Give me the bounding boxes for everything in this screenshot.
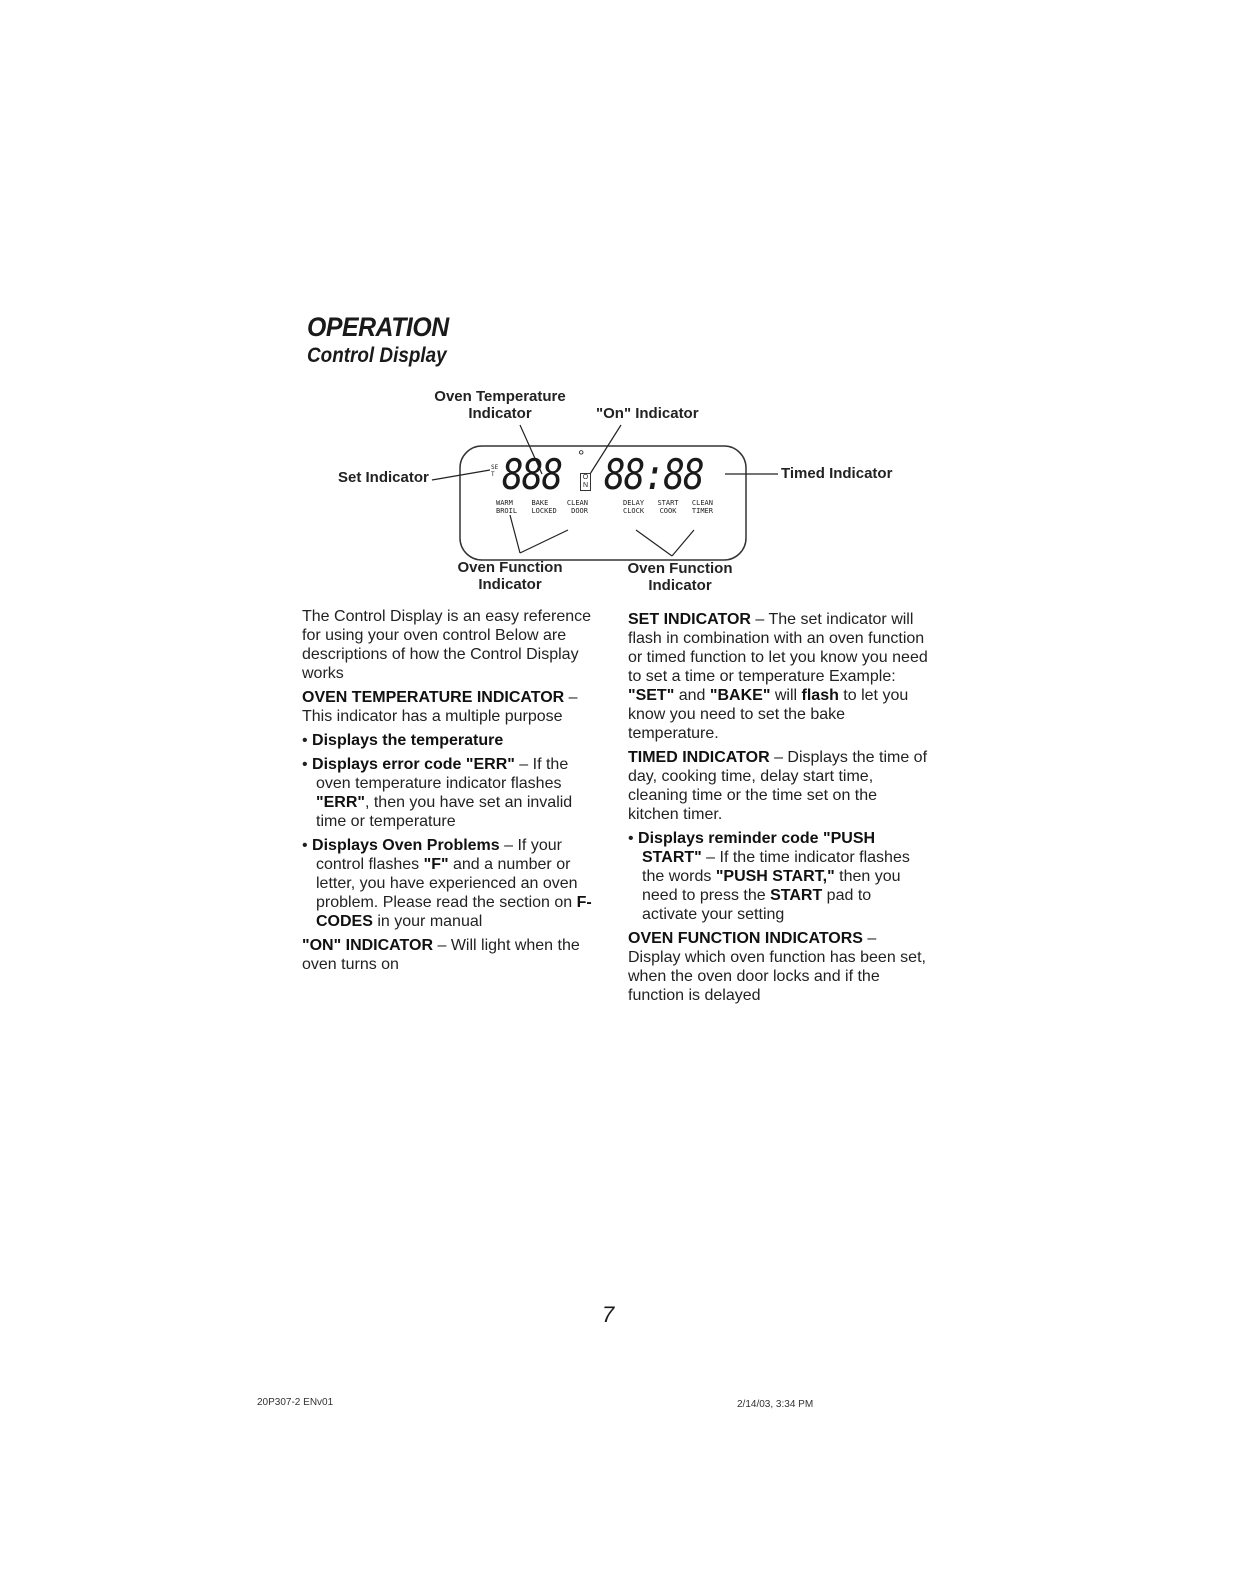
timed-indicator-paragraph: TIMED INDICATOR – Displays the time of day, cooking time, delay start time, cleaning time or the time set on the kitchen timer. [628,749,928,823]
document-code: 20P307-2 ENv01 [257,1397,334,1408]
degree-symbol: ° [578,448,585,465]
left-column [302,607,602,979]
page-number: 7 [602,1302,615,1327]
set-indicator-label: Set Indicator [338,469,429,486]
on-indicator-label: "On" Indicator [596,405,699,422]
label-delay: DELAY [623,499,645,507]
label-clock: CLOCK [623,507,645,515]
bullet-temperature: • Displays the temperature [302,732,504,749]
function-labels-left [496,499,588,515]
on-indicator-paragraph: "ON" INDICATOR – Will light when the oven turns on [302,937,580,973]
leader-func-left-b [520,530,568,553]
set-indicator-segment: SET [491,464,499,478]
label-clean: CLEAN [566,499,588,507]
set-indicator-paragraph: SET INDICATOR – The set indicator will flash in combination with an oven function or timed function to let you know you need to set a time or temperature Example: "SET" and "BAKE" will flash to let you know you need to set the bake temperature. [628,611,928,742]
leader-func-left-a [510,515,520,553]
timed-indicator-label: Timed Indicator [781,465,893,482]
oven-temp-heading: OVEN TEMPERATURE INDICATOR [302,689,565,706]
function-labels-right [623,499,713,515]
label-bake: BAKE [531,499,549,507]
section-title: OPERATION [307,312,449,342]
on-indicator-segment: ON [580,473,591,491]
bullet-push-start: • Displays reminder code "PUSH START" – If the time indicator flashes the words "PUSH START," then you need to press the START pad to activate your setting [628,830,910,923]
label-broil: BROIL [496,507,518,515]
oven-function-paragraph: OVEN FUNCTION INDICATORS – Display which oven function has been set, when the oven door locks and if the function is delayed [628,930,926,1004]
label-cook: COOK [659,507,677,515]
bullet-error-code: • Displays error code "ERR" – If the oven temperature indicator flashes "ERR", then you have set an invalid time or temperature [302,756,573,830]
right-column [628,610,928,1010]
label-locked: LOCKED [531,507,557,515]
intro-paragraph: The Control Display is an easy reference for using your oven control Below are descriptions of how the Control Display works [302,608,592,682]
label-timer: TIMER [691,507,713,515]
section-subtitle: Control Display [307,344,447,367]
oven-function-label-left: Oven Function Indicator [457,559,563,593]
bullet-oven-problems: • Displays Oven Problems – If your control flashes "F" and a number or letter, you have experienced an oven problem. Please read the section on F-CODES in your manual [302,837,592,930]
leader-func-right-b [672,530,694,556]
print-timestamp: 2/14/03, 3:34 PM [737,1399,814,1410]
label-door: DOOR [571,507,588,515]
time-digits: 88:88 [604,450,703,499]
label-warm: WARM [496,499,513,507]
temperature-digits: 888 [502,450,562,499]
label-start: START [657,499,679,507]
oven-temperature-label: Oven Temperature Indicator [434,388,566,422]
oven-function-label-right: Oven Function Indicator [627,560,733,594]
oven-temp-paragraph: OVEN TEMPERATURE INDICATOR – This indicator has a multiple purpose [302,689,578,725]
label-clean-2: CLEAN [691,499,713,507]
leader-set [432,470,490,480]
leader-func-right-a [636,530,672,556]
